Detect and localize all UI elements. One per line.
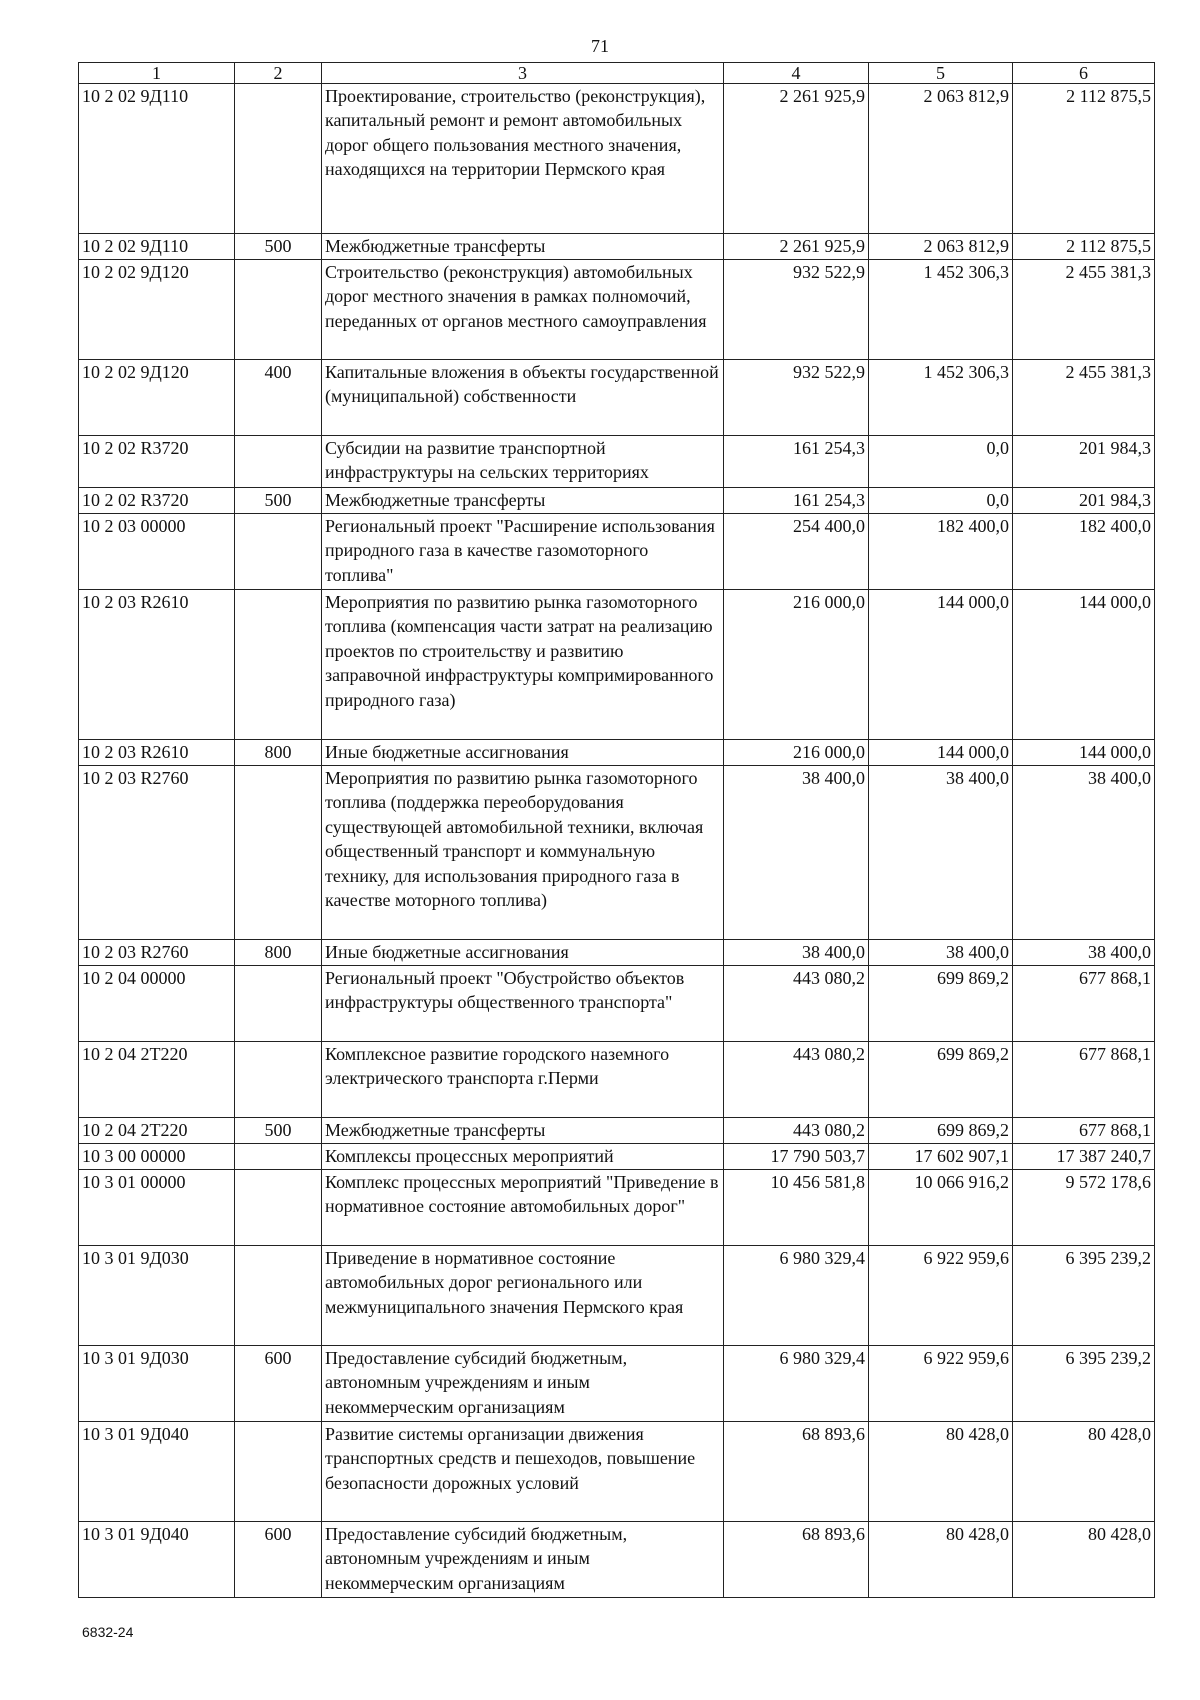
cell-amount-col4: 10 456 581,8 [724, 1170, 869, 1246]
cell-expense-type [235, 590, 322, 740]
cell-amount-col5: 38 400,0 [869, 940, 1013, 966]
cell-amount-col5: 144 000,0 [869, 740, 1013, 766]
cell-code: 10 2 02 9Д110 [79, 234, 235, 260]
cell-amount-col6: 144 000,0 [1013, 590, 1155, 740]
cell-name: Межбюджетные трансферты [322, 488, 724, 514]
cell-code: 10 2 03 00000 [79, 514, 235, 590]
cell-amount-col6: 80 428,0 [1013, 1422, 1155, 1522]
cell-expense-type: 600 [235, 1346, 322, 1422]
table-row [79, 1422, 1155, 1522]
table-row [79, 514, 1155, 590]
cell-code: 10 2 02 R3720 [79, 436, 235, 488]
cell-name: Иные бюджетные ассигнования [322, 940, 724, 966]
cell-name: Региональный проект "Обустройство объектов инфраструктуры общественного транспорта" [322, 966, 724, 1042]
cell-amount-col4: 68 893,6 [724, 1422, 869, 1522]
cell-amount-col4: 38 400,0 [724, 940, 869, 966]
cell-amount-col5: 699 869,2 [869, 1118, 1013, 1144]
cell-amount-col6: 38 400,0 [1013, 940, 1155, 966]
cell-name: Развитие системы организации движения транспортных средств и пешеходов, повышение безопасности дорожных условий [322, 1422, 724, 1522]
cell-name: Предоставление субсидий бюджетным, автономным учреждениям и иным некоммерческим организациям [322, 1346, 724, 1422]
cell-amount-col4: 161 254,3 [724, 488, 869, 514]
cell-expense-type: 500 [235, 234, 322, 260]
cell-amount-col4: 216 000,0 [724, 590, 869, 740]
table-row [79, 1118, 1155, 1144]
cell-expense-type [235, 1144, 322, 1170]
cell-amount-col6: 201 984,3 [1013, 488, 1155, 514]
column-header: 4 [724, 63, 869, 84]
cell-expense-type: 400 [235, 360, 322, 436]
cell-amount-col4: 6 980 329,4 [724, 1246, 869, 1346]
table-row [79, 1246, 1155, 1346]
cell-expense-type [235, 1170, 322, 1246]
cell-name: Межбюджетные трансферты [322, 234, 724, 260]
cell-code: 10 2 02 9Д110 [79, 84, 235, 234]
cell-expense-type [235, 436, 322, 488]
cell-name: Субсидии на развитие транспортной инфраструктуры на сельских территориях [322, 436, 724, 488]
cell-amount-col5: 2 063 812,9 [869, 84, 1013, 234]
cell-amount-col6: 2 455 381,3 [1013, 260, 1155, 360]
column-header: 2 [235, 63, 322, 84]
table-row [79, 766, 1155, 940]
table-row [79, 488, 1155, 514]
cell-amount-col5: 1 452 306,3 [869, 260, 1013, 360]
cell-name: Межбюджетные трансферты [322, 1118, 724, 1144]
cell-expense-type [235, 1422, 322, 1522]
cell-amount-col5: 144 000,0 [869, 590, 1013, 740]
cell-expense-type [235, 514, 322, 590]
cell-amount-col5: 10 066 916,2 [869, 1170, 1013, 1246]
cell-amount-col5: 38 400,0 [869, 766, 1013, 940]
cell-expense-type: 800 [235, 940, 322, 966]
cell-amount-col6: 2 112 875,5 [1013, 234, 1155, 260]
table-header-row [79, 63, 1155, 84]
cell-code: 10 2 03 R2610 [79, 740, 235, 766]
cell-code: 10 3 01 9Д040 [79, 1422, 235, 1522]
cell-amount-col5: 1 452 306,3 [869, 360, 1013, 436]
table-row [79, 234, 1155, 260]
cell-name: Приведение в нормативное состояние автомобильных дорог регионального или межмуниципального значения Пермского края [322, 1246, 724, 1346]
cell-code: 10 2 03 R2760 [79, 766, 235, 940]
cell-amount-col4: 932 522,9 [724, 360, 869, 436]
cell-name: Мероприятия по развитию рынка газомоторного топлива (поддержка переоборудования существующей автомобильной техники, включая общественный транспорт и коммунальную технику, для использования природного газа в качестве моторного топлива) [322, 766, 724, 940]
table-row [79, 940, 1155, 966]
cell-code: 10 3 01 00000 [79, 1170, 235, 1246]
cell-amount-col5: 182 400,0 [869, 514, 1013, 590]
cell-amount-col5: 699 869,2 [869, 966, 1013, 1042]
cell-amount-col5: 2 063 812,9 [869, 234, 1013, 260]
cell-expense-type [235, 966, 322, 1042]
table-row [79, 1522, 1155, 1598]
cell-amount-col4: 932 522,9 [724, 260, 869, 360]
cell-name: Комплексное развитие городского наземного электрического транспорта г.Перми [322, 1042, 724, 1118]
cell-code: 10 2 03 R2610 [79, 590, 235, 740]
cell-amount-col6: 38 400,0 [1013, 766, 1155, 940]
cell-amount-col6: 201 984,3 [1013, 436, 1155, 488]
table-row [79, 966, 1155, 1042]
cell-name: Комплекс процессных мероприятий "Приведение в нормативное состояние автомобильных дорог" [322, 1170, 724, 1246]
cell-amount-col4: 443 080,2 [724, 1042, 869, 1118]
cell-code: 10 2 02 R3720 [79, 488, 235, 514]
cell-expense-type [235, 766, 322, 940]
table-row [79, 740, 1155, 766]
cell-amount-col5: 17 602 907,1 [869, 1144, 1013, 1170]
cell-expense-type [235, 1042, 322, 1118]
page-number: 71 [591, 36, 609, 56]
cell-expense-type [235, 84, 322, 234]
cell-amount-col6: 6 395 239,2 [1013, 1246, 1155, 1346]
cell-expense-type [235, 260, 322, 360]
cell-code: 10 2 02 9Д120 [79, 260, 235, 360]
cell-amount-col5: 80 428,0 [869, 1422, 1013, 1522]
cell-amount-col6: 9 572 178,6 [1013, 1170, 1155, 1246]
cell-amount-col6: 144 000,0 [1013, 740, 1155, 766]
cell-amount-col5: 80 428,0 [869, 1522, 1013, 1598]
cell-amount-col6: 17 387 240,7 [1013, 1144, 1155, 1170]
cell-code: 10 2 04 00000 [79, 966, 235, 1042]
table-row [79, 260, 1155, 360]
cell-amount-col4: 6 980 329,4 [724, 1346, 869, 1422]
table-row [79, 360, 1155, 436]
cell-name: Строительство (реконструкция) автомобильных дорог местного значения в рамках полномочий, переданных от органов местного самоуправления [322, 260, 724, 360]
cell-amount-col4: 2 261 925,9 [724, 234, 869, 260]
cell-amount-col5: 6 922 959,6 [869, 1246, 1013, 1346]
cell-amount-col6: 2 112 875,5 [1013, 84, 1155, 234]
cell-name: Региональный проект "Расширение использования природного газа в качестве газомоторного топлива" [322, 514, 724, 590]
cell-expense-type: 500 [235, 488, 322, 514]
column-header: 1 [79, 63, 235, 84]
cell-name: Капитальные вложения в объекты государственной (муниципальной) собственности [322, 360, 724, 436]
cell-amount-col4: 443 080,2 [724, 1118, 869, 1144]
table-row [79, 1346, 1155, 1422]
cell-amount-col4: 216 000,0 [724, 740, 869, 766]
cell-code: 10 2 04 2Т220 [79, 1118, 235, 1144]
cell-amount-col6: 182 400,0 [1013, 514, 1155, 590]
cell-amount-col6: 6 395 239,2 [1013, 1346, 1155, 1422]
column-header: 6 [1013, 63, 1155, 84]
table-row [79, 84, 1155, 234]
cell-amount-col4: 161 254,3 [724, 436, 869, 488]
cell-amount-col6: 2 455 381,3 [1013, 360, 1155, 436]
cell-name: Комплексы процессных мероприятий [322, 1144, 724, 1170]
cell-amount-col6: 677 868,1 [1013, 966, 1155, 1042]
cell-amount-col4: 2 261 925,9 [724, 84, 869, 234]
cell-expense-type: 500 [235, 1118, 322, 1144]
cell-amount-col4: 443 080,2 [724, 966, 869, 1042]
cell-amount-col5: 6 922 959,6 [869, 1346, 1013, 1422]
cell-amount-col4: 17 790 503,7 [724, 1144, 869, 1170]
cell-amount-col5: 0,0 [869, 488, 1013, 514]
table-row [79, 1042, 1155, 1118]
cell-code: 10 3 01 9Д040 [79, 1522, 235, 1598]
column-header: 3 [322, 63, 724, 84]
table-row [79, 590, 1155, 740]
cell-code: 10 2 03 R2760 [79, 940, 235, 966]
cell-amount-col5: 0,0 [869, 436, 1013, 488]
cell-expense-type [235, 1246, 322, 1346]
table-row [79, 436, 1155, 488]
table-row [79, 1170, 1155, 1246]
cell-amount-col6: 677 868,1 [1013, 1118, 1155, 1144]
cell-amount-col6: 80 428,0 [1013, 1522, 1155, 1598]
cell-name: Мероприятия по развитию рынка газомоторного топлива (компенсация части затрат на реализацию проектов по строительству и развитию заправочной инфраструктуры компримированного природного газа) [322, 590, 724, 740]
cell-expense-type: 600 [235, 1522, 322, 1598]
cell-code: 10 2 04 2Т220 [79, 1042, 235, 1118]
budget-table [78, 62, 1155, 1598]
cell-code: 10 2 02 9Д120 [79, 360, 235, 436]
cell-name: Проектирование, строительство (реконструкция), капитальный ремонт и ремонт автомобильных дорог общего пользования местного значения, находящихся на территории Пермского края [322, 84, 724, 234]
column-header: 5 [869, 63, 1013, 84]
cell-amount-col4: 254 400,0 [724, 514, 869, 590]
cell-amount-col4: 68 893,6 [724, 1522, 869, 1598]
cell-name: Предоставление субсидий бюджетным, автономным учреждениям и иным некоммерческим организациям [322, 1522, 724, 1598]
cell-code: 10 3 01 9Д030 [79, 1246, 235, 1346]
cell-amount-col5: 699 869,2 [869, 1042, 1013, 1118]
cell-code: 10 3 00 00000 [79, 1144, 235, 1170]
document-code: 6832-24 [82, 1624, 134, 1640]
table-body [79, 84, 1155, 1598]
table-row [79, 1144, 1155, 1170]
cell-name: Иные бюджетные ассигнования [322, 740, 724, 766]
cell-amount-col6: 677 868,1 [1013, 1042, 1155, 1118]
cell-amount-col4: 38 400,0 [724, 766, 869, 940]
cell-expense-type: 800 [235, 740, 322, 766]
cell-code: 10 3 01 9Д030 [79, 1346, 235, 1422]
